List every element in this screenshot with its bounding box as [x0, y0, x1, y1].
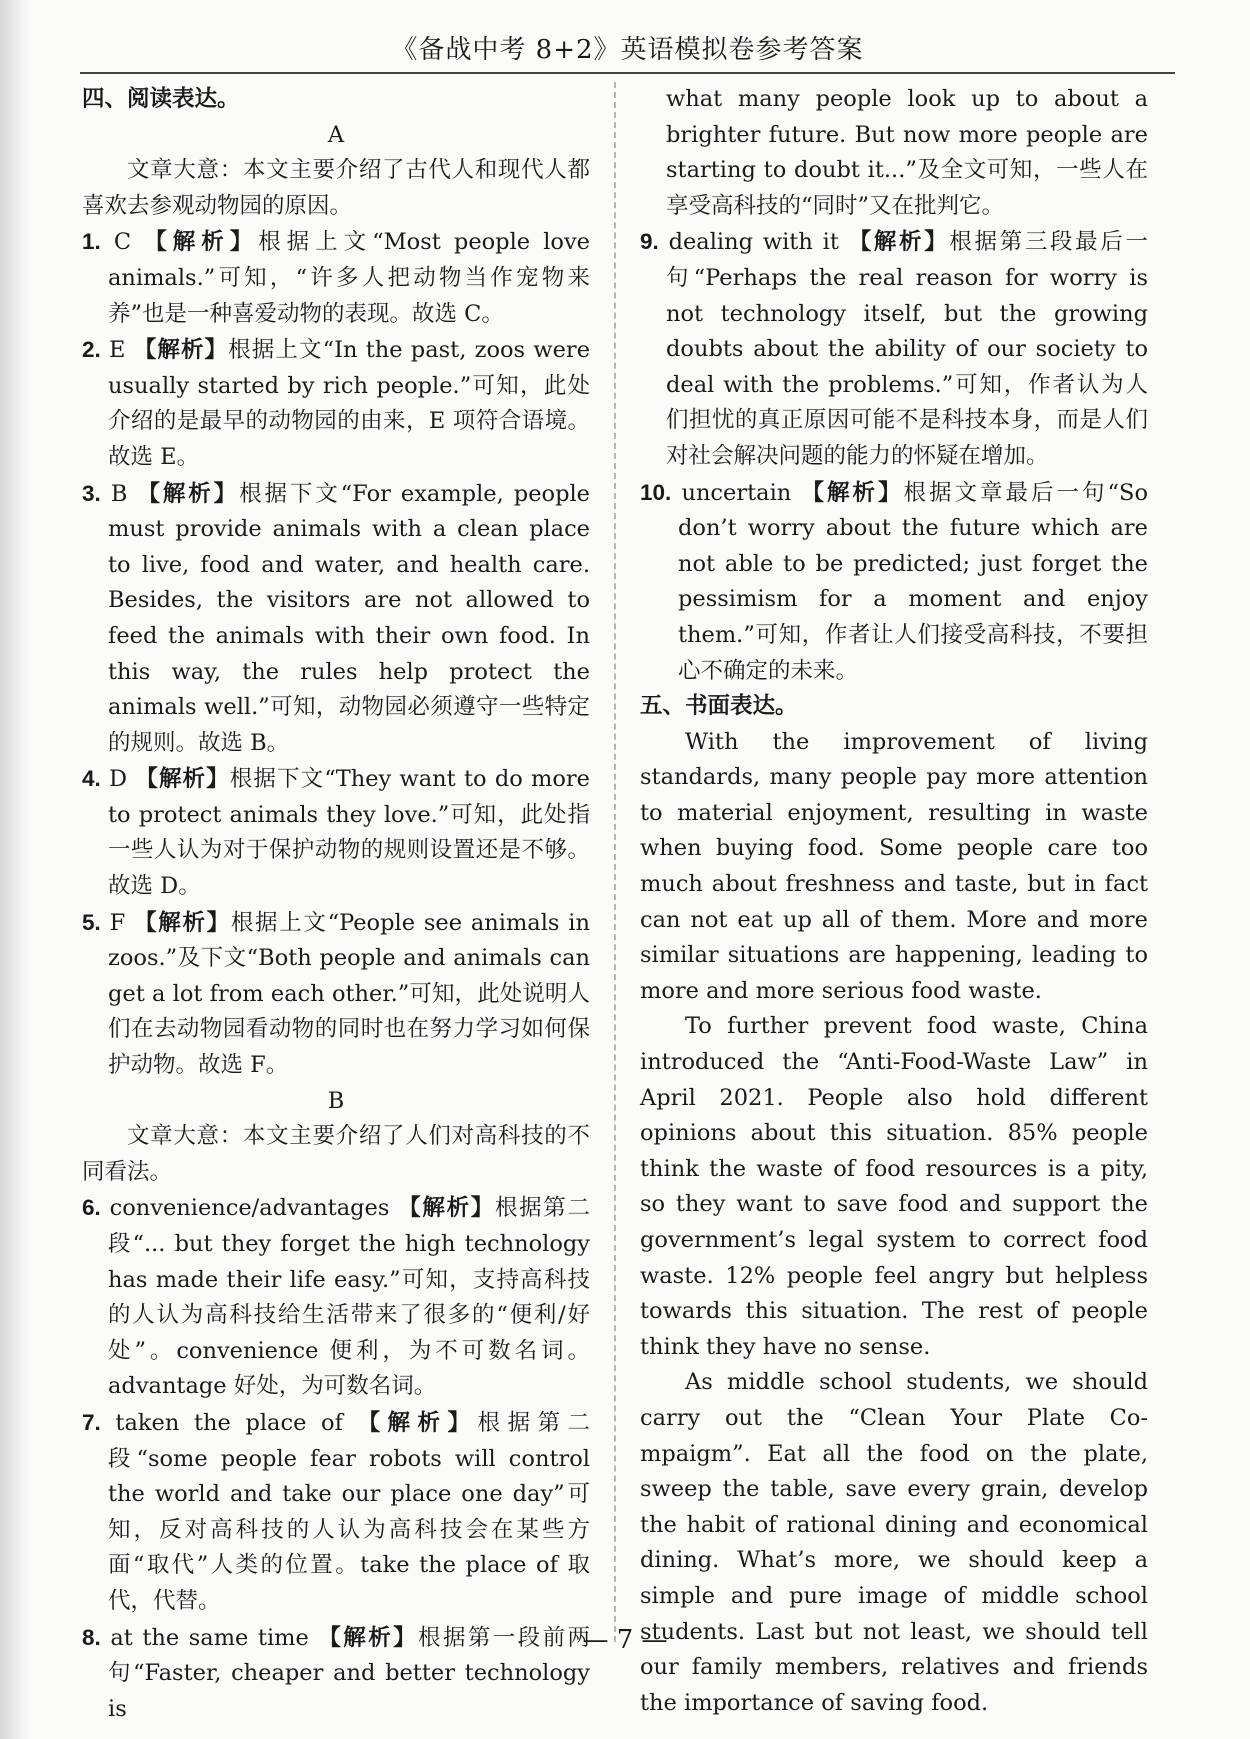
page-header: 《备战中考 8+2》英语模拟卷参考答案	[80, 28, 1175, 74]
right-column	[640, 82, 1148, 1721]
answer-item-10: 10. uncertain 【解析】根据文章最后一句“So don’t worry about the future which are not able to be predicted; just forget the pessimism for a moment and enjoy them.”可知，作者让人们接受高科技，不要担心不确定的未来。	[640, 479, 1149, 684]
answer-item-1: 1. C 【解析】根据上文“Most people love animals.”可知，“许多人把动物当作宠物来养”也是一种喜爱动物的表现。故选 C。	[82, 229, 590, 327]
essay-paragraph: As middle school students, we should carry out the “Clean Your Plate Co-mpaigm”. Eat all the food on the plate, sweep the table, save every grain, develop the habit of rational dining and economical dining. What’s more, we should keep a simple and pure image of middle school students. Last but not least, we should tell our family members, relatives and friends the importance of saving food.	[640, 1369, 1148, 1716]
answer-item-2: 2. E 【解析】根据上文“In the past, zoos were usually started by rich people.”可知，此处介绍的是最早的动物园的由来，E 项符合语境。故选 E。	[82, 337, 591, 470]
part-b-label: B	[327, 1087, 345, 1114]
answer-item-3: 3. B 【解析】根据下文“For example, people must provide animals with a clean place to live, food and water, and health care. Besides, the visitors are not allowed to feed the animals with their own food. In this way, the rules help protect the animals well.”可知，动物园必须遵守一些特定的规则。故选 B。	[82, 480, 590, 756]
summary-b: 文章大意：本文主要介绍了人们对高科技的不同看法。	[82, 1123, 590, 1185]
essay-paragraph: With the improvement of living standards, many people pay more attention to material enjoyment, resulting in waste when buying food. Some people care too much about freshness and taste, but in fact can not eat up all of them. More and more similar situations are happening, leading to more and more serious food waste.	[640, 728, 1148, 1004]
answer-item-8: 8. at the same time 【解析】根据第一段前两句“Faster, cheaper and better technology is	[82, 1624, 590, 1722]
binding-shadow	[0, 0, 30, 1739]
answer-item-6: 6. convenience/advantages 【解析】根据第二段“... but they forget the high technology has made their life easy.”可知，支持高科技的人认为高科技给生活带来了很多的“便利/好处”。convenience 便利，为不可数名词。advantage 好处，为可数名词。	[82, 1195, 590, 1400]
section-4-title: 四、阅读表达。	[82, 86, 240, 112]
answer-item-4: 4. D 【解析】根据下文“They want to do more to protect animals they love.”可知，此处指一些人认为对于保护动物的规则设置还是不够。故选 D。	[82, 766, 590, 900]
answer-item-9: 9. dealing with it 【解析】根据第三段最后一句“Perhaps the real reason for worry is not technology itself, but the growing doubts about the ability of our society to deal with the problems.”可知，作者认为人们担忧的真正原因可能不是科技本身，而是人们对社会解决问题的能力的怀疑在增加。	[640, 229, 1148, 469]
answer-item-7: 7. taken the place of 【解析】根据第二段“some people fear robots will control the world and take our place one day”可知，反对高科技的人认为高科技会在某些方面“取代”人类的位置。take the place of 取代，代替。	[82, 1409, 591, 1614]
section-5-title: 五、书面表达。	[640, 693, 798, 720]
part-a-label: A	[327, 121, 345, 148]
summary-a: 文章大意：本文主要介绍了古代人和现代人都喜欢去参观动物园的原因。	[82, 157, 590, 219]
essay-paragraph: To further prevent food waste, China introduced the “Anti-Food-Waste Law” in April 2021. People also hold different opinions about this situation. 85% people think the waste of food resources is a pity, so they want to save food and support the government’s legal system to correct food waste. 12% people feel angry but helpless towards this situation. The rest of people think they have no sense.	[640, 1013, 1148, 1360]
answer-item-5: 5. F 【解析】根据上文“People see animals in zoos.”及下文“Both people and animals can get a lot from each other.”可知，此处说明人们在去动物园看动物的同时也在努力学习如何保护动物。故选 F。	[82, 909, 590, 1079]
answer-item-8-continued: what many people look up to about a brighter future. But now more people are starting to doubt it...”及全文可知，一些人在享受高科技的“同时”又在批判它。	[666, 86, 1148, 219]
page-number: — 7 —	[582, 1625, 668, 1655]
column-divider	[614, 82, 616, 1642]
left-column	[82, 82, 590, 1727]
